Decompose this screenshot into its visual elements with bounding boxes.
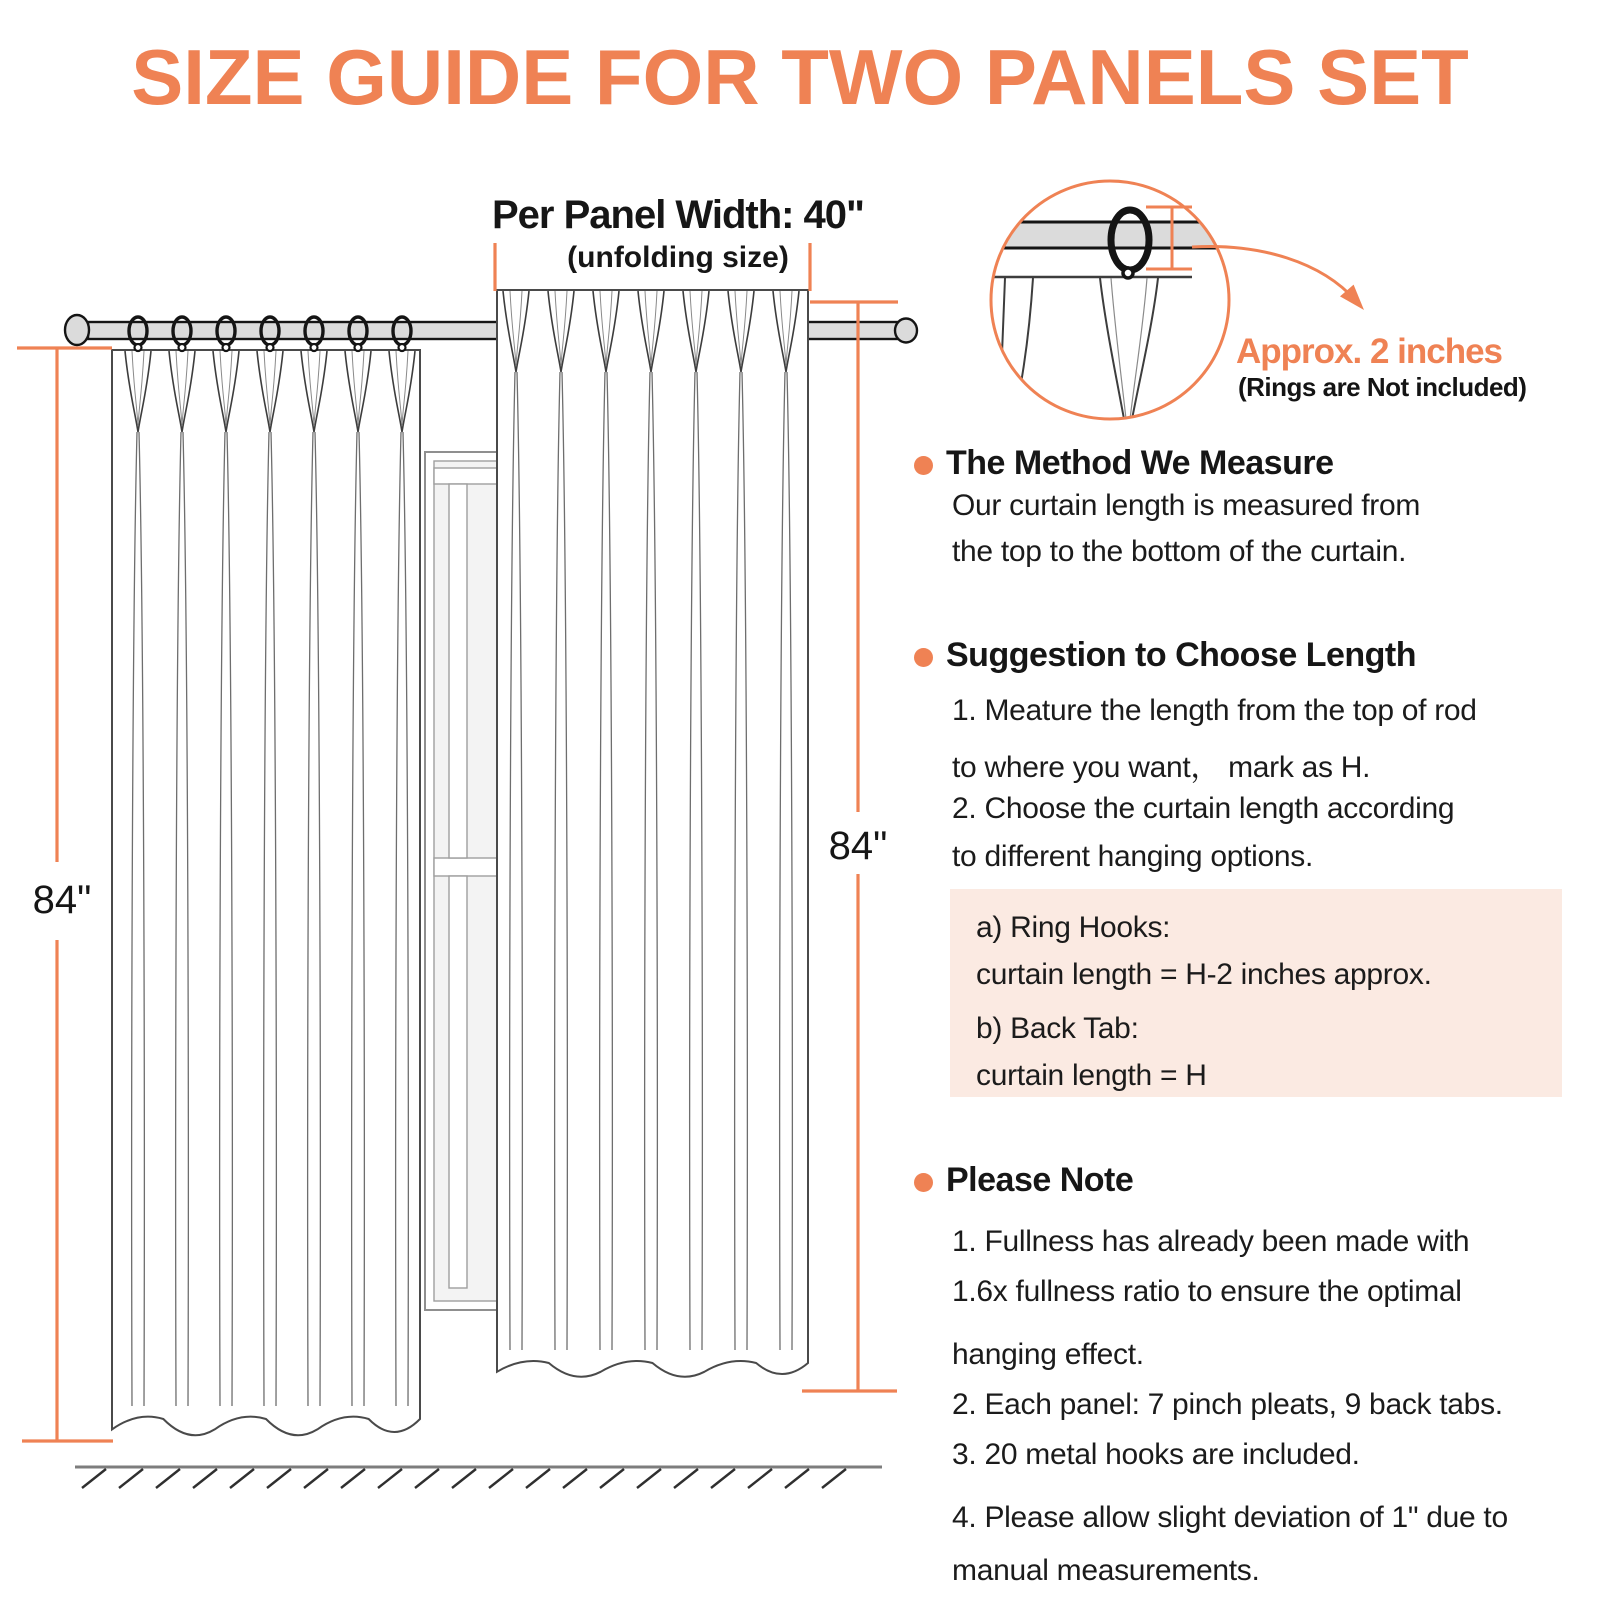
bullet-icon bbox=[914, 1173, 933, 1192]
rod-finial-left bbox=[65, 315, 89, 345]
note-line: 3. 20 metal hooks are included. bbox=[952, 1438, 1360, 1471]
inset-rings-note: (Rings are Not included) bbox=[1238, 372, 1527, 402]
suggestion-line: 1. Meature the length from the top of rod bbox=[952, 694, 1477, 727]
note-line: 1.6x fullness ratio to ensure the optimal bbox=[952, 1275, 1462, 1308]
left-curtain-panel bbox=[112, 317, 420, 1435]
note-line: manual measurements. bbox=[952, 1554, 1260, 1587]
options-line: curtain length = H bbox=[976, 1059, 1207, 1092]
suggestion-line: to where you want， mark as H. bbox=[952, 751, 1371, 784]
options-line: curtain length = H-2 inches approx. bbox=[976, 958, 1432, 991]
rod-finial-right bbox=[895, 319, 917, 343]
suggestion-line: to different hanging options. bbox=[952, 840, 1314, 873]
right-curtain-panel bbox=[497, 290, 808, 1377]
right-height-label: 84" bbox=[828, 824, 888, 868]
bullet-icon bbox=[914, 648, 933, 667]
method-line: Our curtain length is measured from bbox=[952, 489, 1421, 522]
inset-measure-label: Approx. 2 inches bbox=[1236, 332, 1503, 371]
note-line: 1. Fullness has already been made with bbox=[952, 1225, 1470, 1258]
floor-line bbox=[75, 1467, 882, 1488]
suggestion-line: 2. Choose the curtain length according bbox=[952, 792, 1455, 825]
options-line: a) Ring Hooks: bbox=[976, 911, 1171, 944]
panel-width-sublabel: (unfolding size) bbox=[567, 241, 789, 274]
method-line: the top to the bottom of the curtain. bbox=[952, 535, 1407, 568]
page-title: SIZE GUIDE FOR TWO PANELS SET bbox=[131, 33, 1469, 121]
note-line: hanging effect. bbox=[952, 1338, 1144, 1371]
bullet-icon bbox=[914, 456, 933, 475]
section-heading-method: The Method We Measure bbox=[946, 444, 1334, 482]
note-line: 4. Please allow slight deviation of 1" due to bbox=[952, 1501, 1508, 1534]
note-line: 2. Each panel: 7 pinch pleats, 9 back tabs. bbox=[952, 1388, 1503, 1421]
left-height-label: 84" bbox=[32, 878, 92, 922]
section-heading-note: Please Note bbox=[946, 1161, 1134, 1199]
options-line: b) Back Tab: bbox=[976, 1012, 1139, 1045]
section-heading-suggestion: Suggestion to Choose Length bbox=[946, 636, 1417, 674]
panel-width-label: Per Panel Width: 40" bbox=[491, 193, 865, 237]
